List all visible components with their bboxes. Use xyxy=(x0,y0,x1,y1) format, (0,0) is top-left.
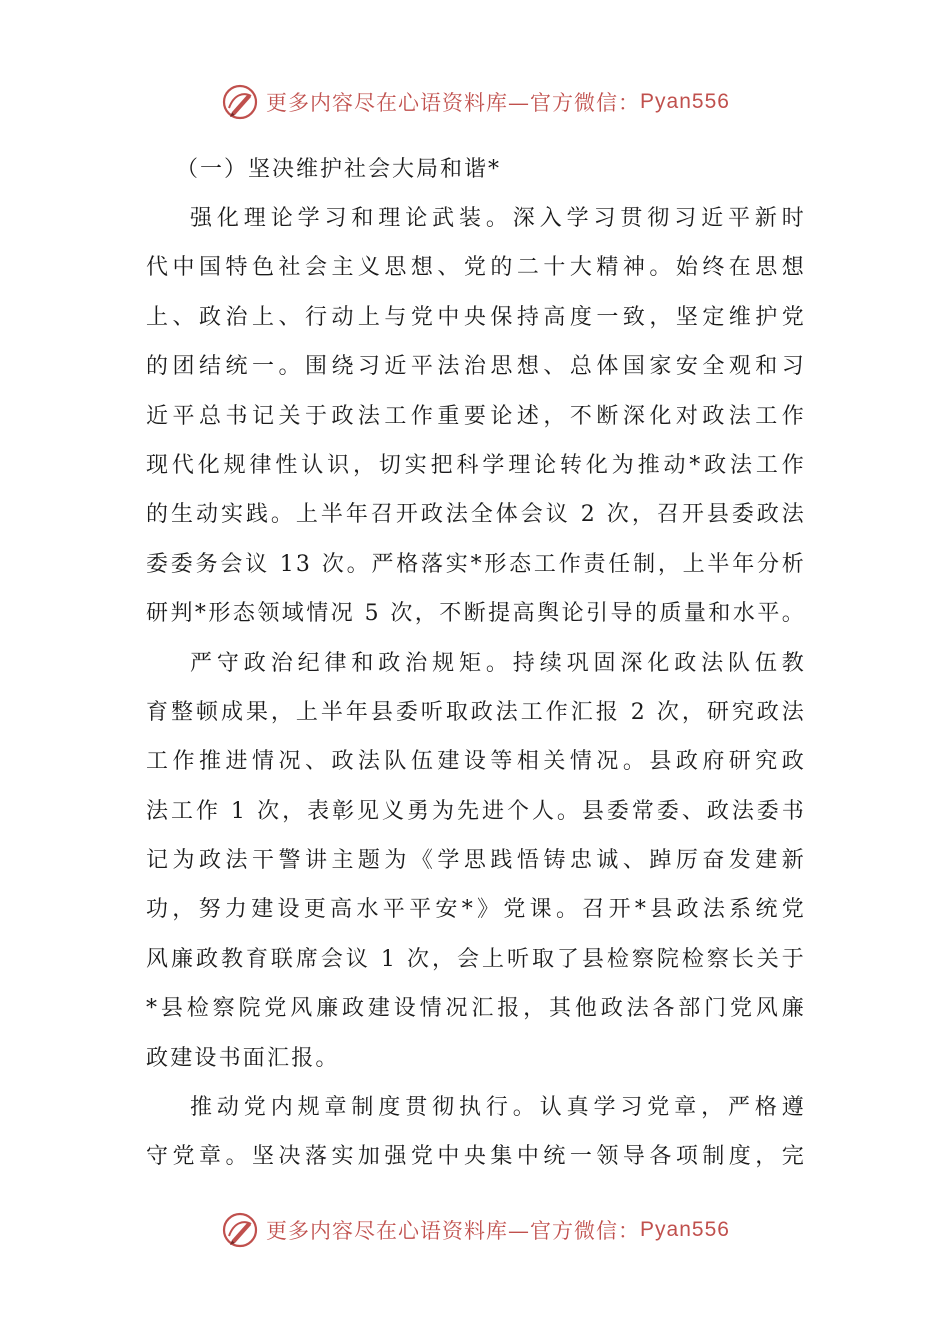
text-line: 记为政法干警讲主题为《学思践悟铸忠诚、踔厉奋发建新 xyxy=(146,848,806,874)
text-line: 代中国特色社会主义思想、党的二十大精神。始终在思想 xyxy=(146,255,806,281)
text-line: 育整顿成果，上半年县委听取政法工作汇报 2 次，研究政法 xyxy=(146,699,806,725)
text-line: *县检察院党风廉政建设情况汇报，其他政法各部门党风廉 xyxy=(146,996,806,1022)
text-line: 委委务会议 13 次。严格落实*形态工作责任制，上半年分析 xyxy=(146,551,806,577)
text-line: 守党章。坚决落实加强党中央集中统一领导各项制度，完 xyxy=(146,1144,806,1170)
text-line: 的生动实践。上半年召开政法全体会议 2 次，召开县委政法 xyxy=(146,502,806,528)
watermark-text: 更多内容尽在心语资料库—官方微信： xyxy=(266,91,641,115)
pen-seal-logo-icon xyxy=(220,1210,260,1250)
text-line: 推动党内规章制度贯彻执行。认真学习党章，严格遵 xyxy=(190,1095,806,1121)
paragraph-theory-study xyxy=(146,194,806,639)
text-line: 严守政治纪律和政治规矩。持续巩固深化政法队伍教 xyxy=(190,650,806,676)
text-line: 功，努力建设更高水平平安*》党课。召开*县政法系统党 xyxy=(146,897,806,923)
text-line: 法工作 1 次，表彰见义勇为先进个人。县委常委、政法委书 xyxy=(146,798,806,824)
header-watermark xyxy=(0,80,950,124)
document-body xyxy=(146,146,806,1182)
footer-watermark xyxy=(0,1208,950,1252)
watermark-wechat-id: Pyan556 xyxy=(640,1218,730,1241)
text-line: 政建设书面汇报。 xyxy=(146,1045,340,1071)
text-line: 风廉政教育联席会议 1 次，会上听取了县检察院检察长关于 xyxy=(146,946,806,972)
text-line: 工作推进情况、政法队伍建设等相关情况。县政府研究政 xyxy=(146,749,806,775)
text-line: 强化理论学习和理论武装。深入学习贯彻习近平新时 xyxy=(190,206,806,231)
text-line: 现代化规律性认识，切实把科学理论转化为推动*政法工作 xyxy=(146,452,806,478)
watermark-wechat-id: Pyan556 xyxy=(640,90,730,113)
text-line: 近平总书记关于政法工作重要论述，不断深化对政法工作 xyxy=(146,403,806,429)
paragraph-party-regulations xyxy=(146,1083,806,1182)
paragraph-political-discipline xyxy=(146,639,806,1084)
section-heading: （一）坚决维护社会大局和谐* xyxy=(176,157,502,182)
pen-seal-logo-icon xyxy=(220,82,260,122)
watermark-text: 更多内容尽在心语资料库—官方微信： xyxy=(266,1219,641,1243)
text-line: 的团结统一。围绕习近平法治思想、总体国家安全观和习 xyxy=(146,354,806,380)
text-line: 研判*形态领域情况 5 次，不断提高舆论引导的质量和水平。 xyxy=(146,601,806,627)
text-line: 上、政治上、行动上与党中央保持高度一致，坚定维护党 xyxy=(146,304,806,330)
